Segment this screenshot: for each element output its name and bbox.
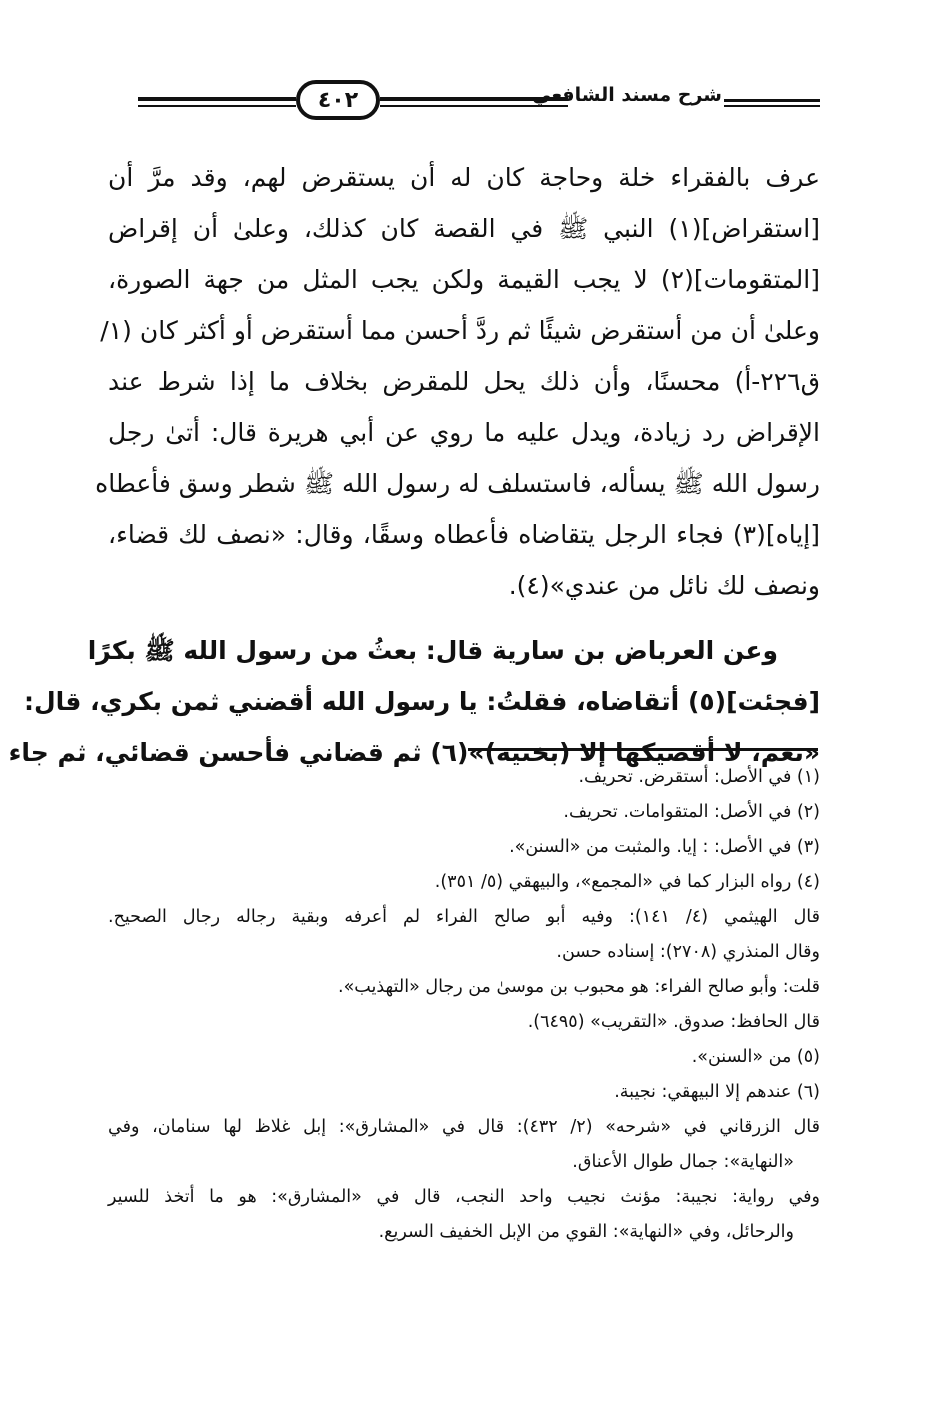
page-number-badge [296, 80, 380, 120]
hadith-line: وعن العرباض بن سارية قال: بعثُ من رسول الله ﷺ بكرًا [87, 636, 778, 665]
footnote-line: (٣) في الأصل: : إيا. والمثبت من «السنن». [509, 837, 820, 857]
footnote-separator [468, 748, 818, 751]
footnote-line: (٢) في الأصل: المتقوامات. تحريف. [563, 802, 820, 822]
body-line: [إياه](٣) فجاء الرجل يتقاضاه فأعطاه وسقًا، وقال: «نصف لك قضاء، [108, 520, 820, 549]
footnote-line: قلت: وأبو صالح الفراء: هو محبوب بن موسىٰ من رجال «التهذيب». [338, 977, 820, 997]
paragraph-gap [108, 611, 820, 625]
header-rule-right [724, 99, 820, 107]
page-number: ٤٠٢ [317, 87, 359, 113]
page-header [108, 78, 820, 126]
footnote-line: وفي رواية: نجيبة: مؤنث نجيب واحد النجب، قال في «المشارق»: هو ما أتخذ للسير [108, 1187, 820, 1207]
main-text [8, 152, 820, 778]
footnote-line: قال الزرقاني في «شرحه» (٢/ ٤٣٢): قال في «المشارق»: إبل غلاظ لها سنامان، وفي [108, 1117, 820, 1137]
footnote-line: (٤) رواه البزار كما في «المجمع»، والبيهقي (٥/ ٣٥١). [434, 872, 820, 892]
footnote-line: (٦) عندهم إلا البيهقي: نجيبة. [614, 1082, 820, 1102]
footnote-line: (٥) من «السنن». [691, 1047, 820, 1067]
body-line: ق٢٢٦-أ) محسنًا، وأن ذلك يحل للمقرض بخلاف ما إذا شرط عند [108, 367, 820, 396]
footnote-line: وقال المنذري (٢٧٠٨): إسناده حسن. [556, 942, 820, 962]
body-line: وعلىٰ أن من أستقرض شيئًا ثم ردَّ أحسن مما أستقرض أو أكثر كان (١/ [100, 316, 820, 345]
body-line: الإقراض رد زيادة، ويدل عليه ما روي عن أبي هريرة قال: أتىٰ رجل [108, 418, 820, 447]
body-line: ونصف لك نائل من عندي»(٤). [508, 571, 820, 600]
hadith-line: [فجئت](٥) أتقاضاه، فقلتُ: يا رسول الله أقضني ثمن بكري، قال: [23, 687, 820, 716]
footnote-line: قال الهيثمي (٤/ ١٤١): وفيه أبو صالح الفراء لم أعرفه وبقية رجاله رجال الصحيح. [108, 907, 821, 927]
body-line: رسول الله ﷺ يسأله، فاستسلف له رسول الله ﷺ شطر وسق فأعطاه [95, 469, 820, 498]
hadith-line: «نعم، لا أقضيكها إلا (بختية)»(٦) ثم قضاني فأحسن قضائي، ثم جاء [8, 738, 820, 767]
header-rule-left [138, 97, 296, 107]
body-line: [المتقومات](٢) لا يجب القيمة ولكن يجب المثل من جهة الصورة، [108, 265, 820, 294]
body-line: عرف بالفقراء خلة وحاجة كان له أن يستقرض لهم، وقد مرَّ أن [108, 163, 820, 192]
footnote-line: «النهاية»: جمال طوال الأعناق. [572, 1152, 794, 1172]
running-title: شرح مسند الشافعي [532, 84, 722, 106]
body-line: [استقراض](١) النبي ﷺ في القصة كان كذلك، وعلىٰ أن إقراض [108, 214, 820, 243]
footnote-line: قال الحافظ: صدوق. «التقريب» (٦٤٩٥). [527, 1012, 820, 1032]
footnote-line: (١) في الأصل: أستقرض. تحريف. [578, 767, 820, 787]
footnotes [108, 760, 820, 1250]
footnote-line: والرحائل، وفي «النهاية»: القوي من الإبل الخفيف السريع. [378, 1222, 794, 1242]
